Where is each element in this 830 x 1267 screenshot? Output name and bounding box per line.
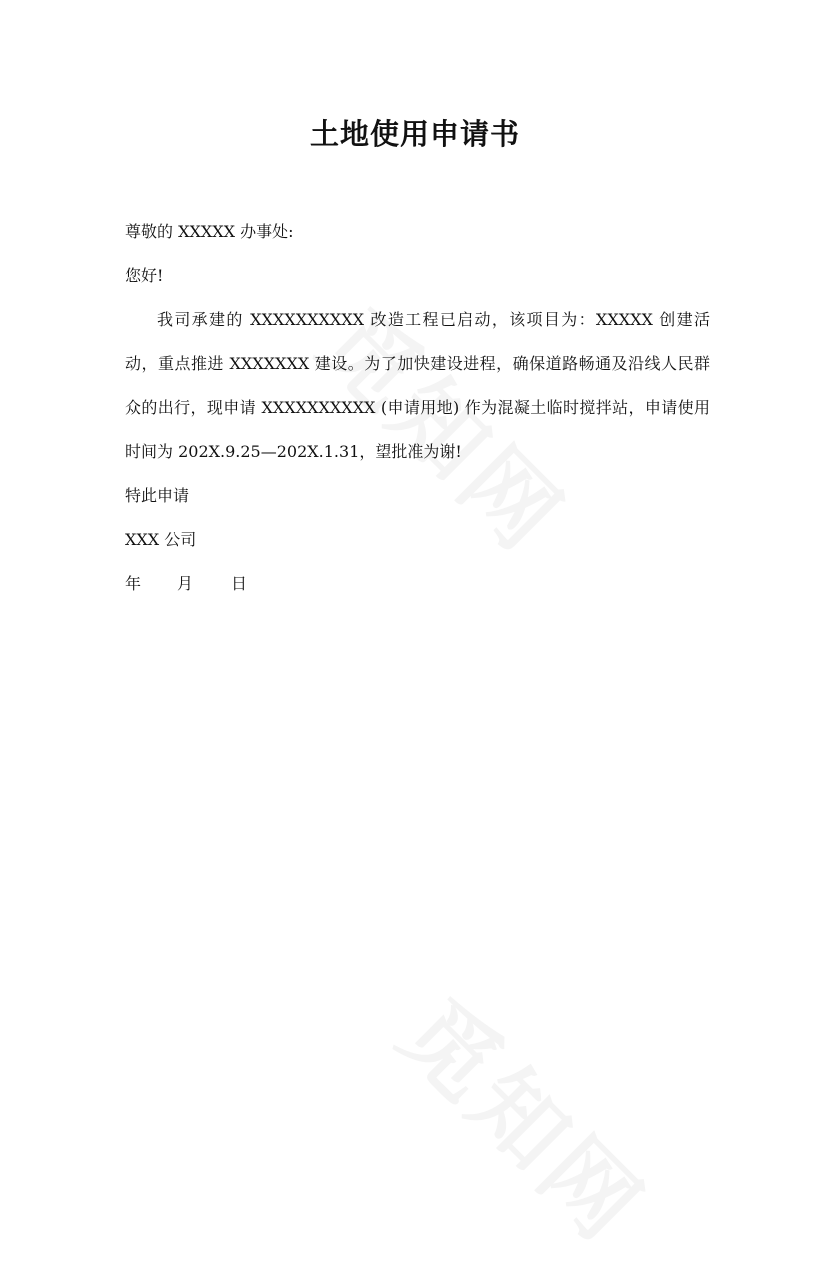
closing: 特此申请 [125, 486, 190, 505]
letter-body [125, 210, 710, 606]
greeting: 您好! [125, 266, 164, 285]
date-line [125, 562, 710, 606]
salutation: 尊敬的 XXXXX 办事处: [125, 222, 294, 241]
signature: XXX 公司 [125, 530, 197, 549]
date-year: 年 [125, 574, 142, 593]
document-title: 土地使用申请书 [309, 117, 520, 151]
body-paragraph: 我司承建的 XXXXXXXXXX 改造工程已启动，该项目为：XXXXX 创建活动，重点推进 XXXXXXX 建设。为了加快建设进程，确保道路畅通及沿线人民群众的出行，现申请 XXXXXXXXXX (申请用地) 作为混凝土临时搅拌站，申请使用时间为 202X.9.25—202X.1.31，望批准为谢! [125, 310, 710, 461]
date-month: 月 [177, 574, 194, 593]
date-day: 日 [231, 574, 248, 593]
watermark [376, 965, 677, 1266]
